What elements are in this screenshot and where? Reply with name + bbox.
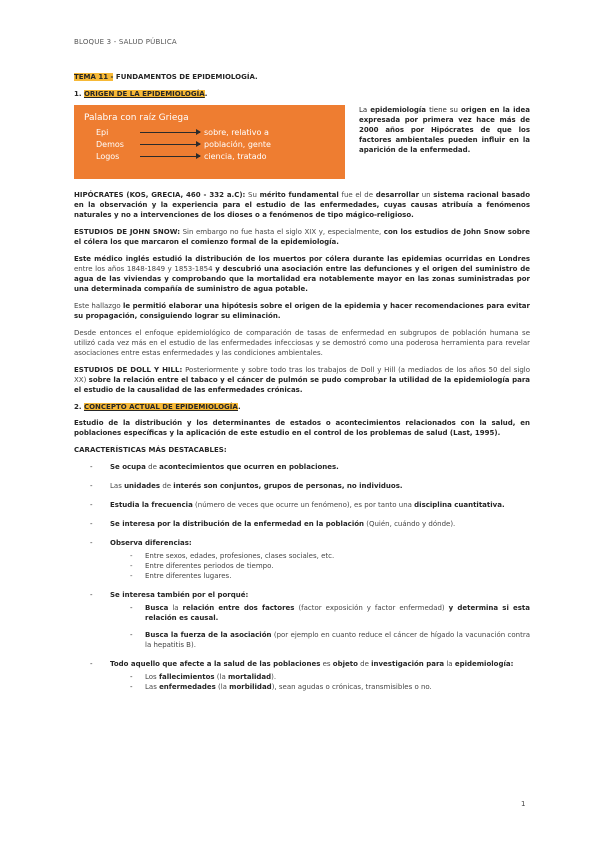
list-item [74,500,530,510]
arrow-right-icon [140,144,200,145]
greek-meaning: ciencia, tratado [204,152,267,161]
arrow-right-icon [140,132,200,133]
text-run: y determina si esta relación es causal. [145,604,531,622]
text-run: La [359,106,371,114]
text-run: sobre la relación entre el tabaco y el cáncer de pulmón se pudo comprobar la utilidad de la epidemiología para el estudio de la causalidad de las enfermedades crónicas. [74,376,530,394]
text-run: morbilidad [229,683,272,691]
text-run: de [357,660,372,668]
text-run: unidades [124,482,161,490]
text-run: relación entre dos factores [182,604,295,612]
text-run: mortalidad [227,673,272,681]
greek-row [84,127,335,139]
text-run: interés son conjuntos, grupos de personas, no individuos. [173,482,403,490]
text-run: Sin embargo no fue hasta el siglo XIX y, especialmente, [180,228,384,236]
page-header: BLOQUE 3 - SALUD PÚBLICA [74,38,177,46]
sub-list-item: - Entre diferentes periodos de tiempo. [110,561,530,571]
greek-word: Logos [96,152,120,161]
text-run: de [160,482,174,490]
text-run: investigación para [371,660,445,668]
list-item [74,590,530,650]
text-run: (la [214,673,228,681]
sub-list-item: - Entre diferentes lugares. [110,571,530,581]
text-run: origen en [461,106,500,114]
text-run: epidemiología: [454,660,514,668]
text-run: Se ocupa [110,463,146,471]
characteristics-heading [74,445,530,455]
characteristics-list [74,462,530,692]
tema-name: FUNDAMENTOS DE EPIDEMIOLOGÍA. [113,73,258,81]
text-run: Busca la fuerza de la asociación [145,631,272,639]
origin-description [359,105,530,179]
list-item [74,519,530,529]
text-run: Este médico inglés estudió la distribución de los muertos por cólera durante las epidemias ocurridas en Londres [74,255,530,263]
text-run: Se interesa por la distribución de la enfermedad en la población [110,520,365,528]
section-2-title: CONCEPTO ACTUAL DE EPIDEMIOLOGÍA [83,403,238,411]
paragraph-hallazgo [74,301,530,321]
section-1-number: 1. [74,90,84,98]
list-item [74,659,530,692]
page-number: 1 [521,800,526,808]
greek-word: Demos [96,140,124,149]
text-run: sistema racional basado en la observación y la experiencia para el estudio de las enfermedades, cuyas causas atribuía a fenómenos naturales y no a intervenciones de los dioses o a fenómenos de tipo mágico-religioso. [74,191,531,219]
text-run: objeto [332,660,358,668]
sub-list-item [110,672,530,682]
text-run: Estudio de la distribución y los determinantes de estados o acontecimientos relacionados con la salud, en poblaciones específicas y la aplicación de este estudio en el control de los problemas de salud (Last, 1995). [74,419,530,437]
text-run: Los [145,673,159,681]
document-body [74,72,530,701]
text-run: ). [271,673,277,681]
text-run: (la [215,683,230,691]
text-run: Las [145,683,160,691]
sub-list-item [110,630,530,650]
text-run: ESTUDIOS DE DOLL Y HILL: [74,366,183,374]
text-run: Posteriormente y sobre todo tras los trabajos de Doll y Hill (a mediados de los años 50 del siglo XX) [74,366,530,384]
greek-row [84,139,335,151]
paragraph-hipocrates [74,190,530,220]
sub-list [110,551,530,581]
text-run: Estudia la frecuencia [110,501,193,509]
text-run: (Quién, cuándo y dónde). [364,520,456,528]
text-run: mérito fundamental [259,191,339,199]
text-run: fallecimientos [158,673,215,681]
text-run: Las [110,482,125,490]
text-run: con los estudios de John Snow sobre el cólera los que marcaron el comienzo formal de la epidemiología. [74,228,530,246]
paragraph-doll-hill [74,365,530,395]
section-2-dot: . [237,403,241,411]
text-run: Su [245,191,260,199]
text-run: tiene su [426,106,462,114]
tema-number: TEMA 11 - [74,73,114,81]
text-run: Este hallazgo [74,302,123,310]
paragraph-john-snow [74,227,530,247]
text-run: Se interesa también por el porqué: [110,591,249,599]
text-run: la [168,604,183,612]
text-run: le permitió elaborar una hipótesis sobre el origen de la epidemia y hacer recomendaciones para evitar su propagación, consiguiendo lograr su eliminación. [74,302,530,320]
paragraph-medico-ingles [74,254,530,294]
greek-meaning: población, gente [204,140,271,149]
text-run: desarrollar [375,191,420,199]
text-run: un [419,191,434,199]
sub-list [110,603,530,650]
text-run: HIPÓCRATES (KOS, GRECIA, 460 - 332 a.C): [74,191,246,199]
greek-meaning: sobre, relativo a [204,128,269,137]
sub-list [110,672,530,692]
greek-root-box [74,105,345,179]
list-item [74,481,530,491]
text-run: Todo aquello que afecte a la salud de las poblaciones [110,660,321,668]
text-run: Observa diferencias: [110,539,192,547]
text-run: epidemiología [370,106,427,114]
text-run: (factor exposición y factor enfermedad) [294,604,449,612]
text-run: CARACTERÍSTICAS MÁS DESTACABLES: [74,446,227,454]
sub-list-item: - Entre sexos, edades, profesiones, clases sociales, etc. [110,551,530,561]
section-1-heading [74,89,530,99]
greek-root-title: Palabra con raíz Griega [84,113,189,123]
text-run: (número de veces que ocurre un fenómeno), es por tanto una [192,501,415,509]
sub-list-item [110,603,530,623]
text-run: de [145,463,160,471]
text-run: entre los años 1848-1849 y 1853-1854 [74,265,216,273]
text-run: ESTUDIOS DE JOHN SNOW: [74,228,181,236]
section-2-heading [74,402,530,412]
text-run: ), sean agudas o crónicas, transmisibles o no. [271,683,432,691]
text-run: fue el de [338,191,376,199]
tema-title [74,72,530,82]
text-run: es [320,660,333,668]
arrow-right-icon [140,156,200,157]
list-item [74,462,530,472]
text-run: Busca [145,604,169,612]
text-run: enfermedades [159,683,216,691]
paragraph-enfoque: Desde entonces el enfoque epidemiológico de comparación de tasas de enfermedad en subgrupos de población humana se utilizó cada vez más en el estudio de las enfermedades infecciosas y se demostró como una poderosa herramienta para revelar asociaciones entre estas enfermedades y las condiciones ambientales. [74,329,530,357]
list-item [74,538,530,581]
greek-row [84,151,335,163]
section-2-number: 2. [74,403,84,411]
text-run: (por ejemplo en cuanto reduce el cáncer de hígado la vacunación contra la hepatitis B). [145,631,530,649]
text-run: disciplina cuantitativa. [414,501,505,509]
sub-list-item [110,682,530,692]
text-run: acontecimientos que ocurren en poblaciones. [159,463,339,471]
greek-word: Epi [96,128,109,137]
intro-block [74,105,530,179]
text-run: y descubrió una asociación entre las defunciones y el origen del suministro de agua de las viviendas y comprobando que la mortalidad era notablemente mayor en las zonas suministradas por una determinada compañía de suministro de agua potable. [74,265,530,293]
section-1-dot: . [204,90,208,98]
text-run: la idea expresada por primera vez hace más de 2000 años por Hipócrates de que los factores ambientales pueden influir en la aparición de la enfermedad. [359,106,530,154]
definition-paragraph [74,418,530,438]
section-1-title: ORIGEN DE LA EPIDEMIOLOGÍA [83,90,205,98]
text-run: la [444,660,455,668]
